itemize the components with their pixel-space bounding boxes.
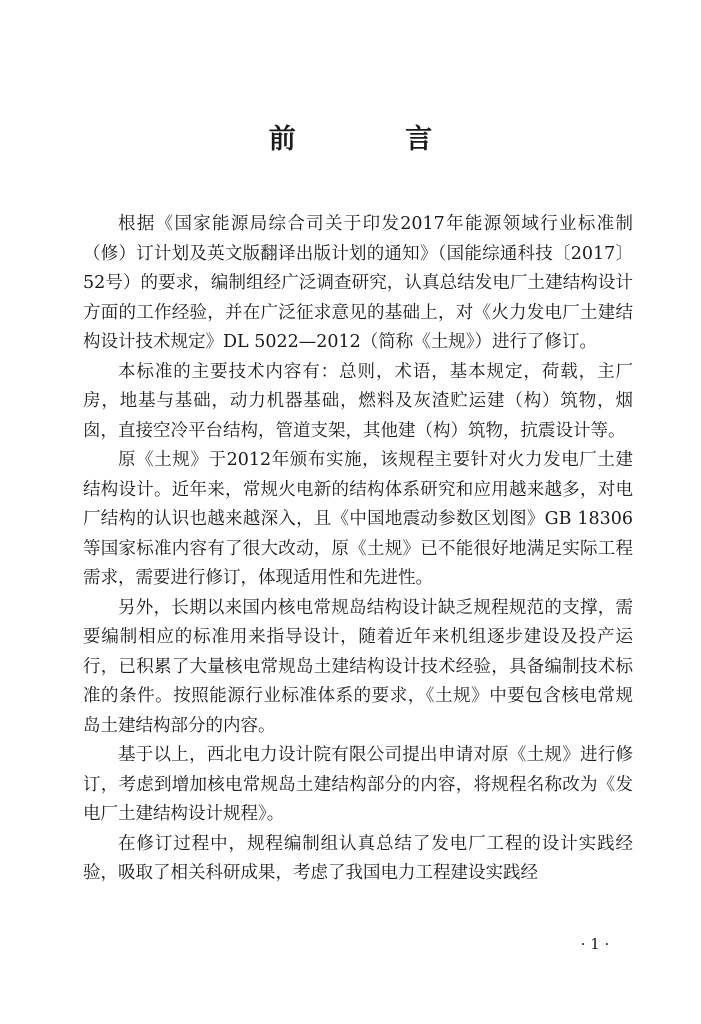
page-number: · 1 · [580,935,610,953]
paragraph-1: 根据《国家能源局综合司关于印发2017年能源领域行业标准制（修）订计划及英文版翻译出版计划的通知》（国能综通科技〔2017〕52号）的要求，编制组经广泛调查研究，认真总结发电厂土建结构设计方面的工作经验，并在广泛征求意见的基础上，对《火力发电厂土建结构设计技术规定》DL 5022—2012（简称《土规》）进行了修订。 [83,214,633,352]
paragraph-5: 基于以上，西北电力设计院有限公司提出申请对原《土规》进行修订，考虑到增加核电常规岛土建结构部分的内容，将规程名称改为《发电厂土建结构设计规程》。 [83,745,633,824]
paragraph-6: 在修订过程中，规程编制组认真总结了发电厂工程的设计实践经验，吸取了相关科研成果，考虑了我国电力工程建设实践经 [83,833,633,883]
paragraph-2: 本标准的主要技术内容有：总则，术语，基本规定，荷载，主厂房，地基与基础，动力机器基础，燃料及灰渣贮运建（构）筑物，烟囱，直接空冷平台结构，管道支架，其他建（构）筑物，抗震设计等。 [83,361,633,441]
body-text [83,210,633,889]
page-title: 前 言 [268,124,483,155]
paragraph-4: 另外，长期以来国内核电常规岛结构设计缺乏规程规范的支撑，需要编制相应的标准用来指导设计，随着近年来机组逐步建设及投产运行，已积累了大量核电常规岛土建结构设计技术经验，具备编制技术标准的条件。按照能源行业标准体系的要求，《土规》中要包含核电常规岛土建结构部分的内容。 [83,597,633,736]
paragraph-3: 原《土规》于2012年颁布实施，该规程主要针对火力发电厂土建结构设计。近年来，常规火电新的结构体系研究和应用越来越多，对电厂结构的认识也越来越深入，且《中国地震动参数区划图》GB 18306等国家标准内容有了很大改动，原《土规》已不能很好地满足实际工程需求，需要进行修订，体现适用性和先进性。 [83,450,633,588]
